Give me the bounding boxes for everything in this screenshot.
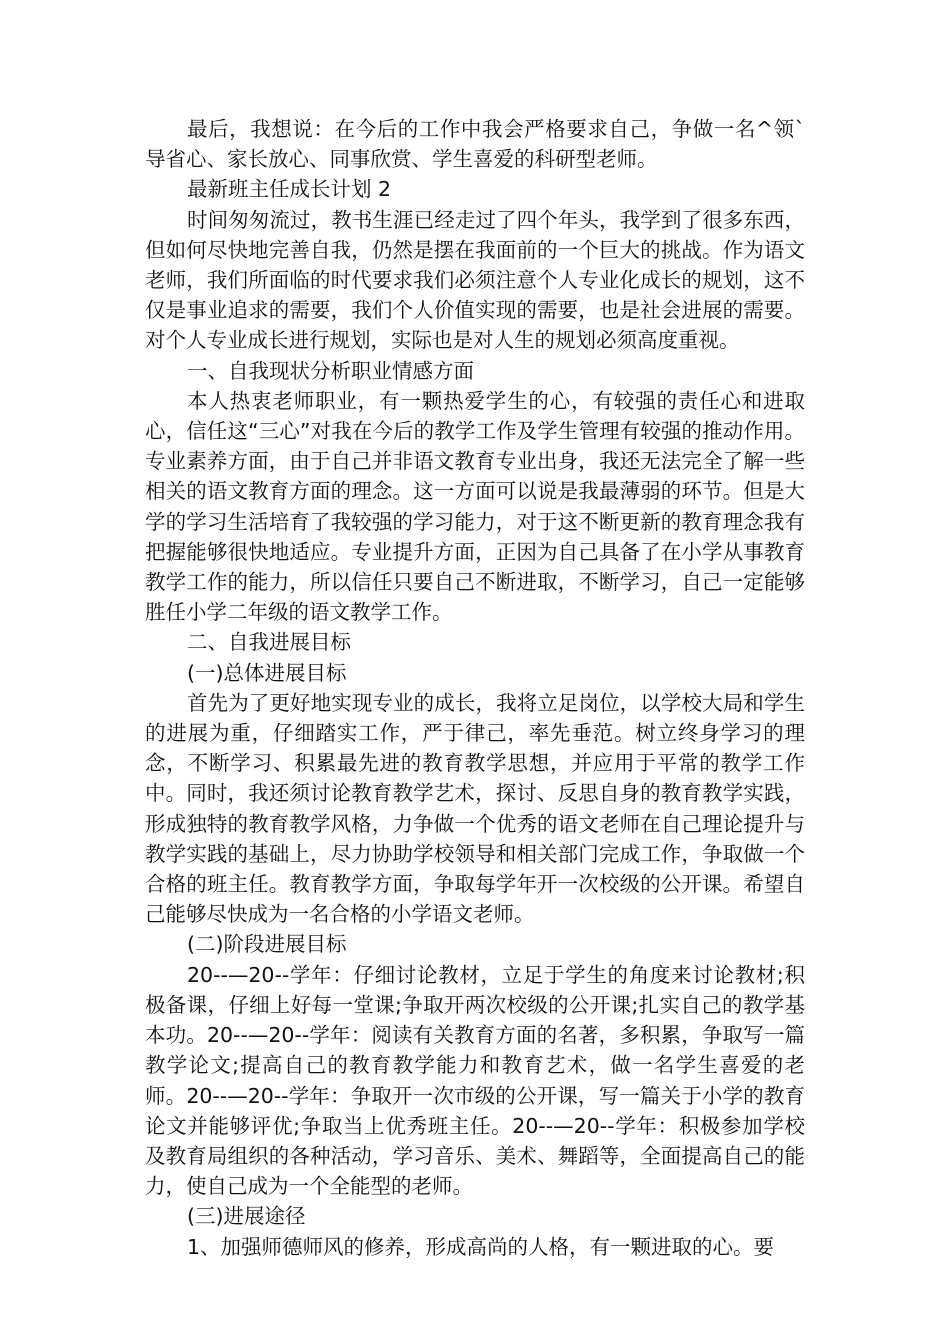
heading-development-goals: 二、自我进展目标 (187, 630, 351, 655)
subheading-stage-goals: (二)阶段进展目标 (187, 932, 347, 957)
paragraph-stage-goals: 20--—20--学年：仔细讨论教材，立足于学生的角度来讨论教材;积极备课，仔细上好每一堂课;争取开两次校级的公开课;扎实自己的教学基本功。20--—20--学年：阅读有关教育方面的名著，多积累，争取写一篇教学论文;提高自己的教育教学能力和教育艺术，做一名学生喜爱的老师。20--—20--学年：争取开一次市级的公开课，写一篇关于小学的教育论文并能够评优;争取当上优秀班主任。20--—20--学年：积极参加学校及教育局组织的各种活动，学习音乐、美术、舞蹈等，全面提高自己的能力，使自己成为一个全能型的老师。 (145, 962, 805, 1199)
document-page (145, 114, 805, 1262)
section-title: 最新班主任成长计划 2 (187, 177, 392, 202)
paragraph-self-analysis: 本人热衷老师职业，有一颗热爱学生的心，有较强的责任心和进取心，信任这“三心”对我在今后的教学工作及学生管理有较强的推动作用。专业素养方面，由于自己并非语文教育专业出身，我还无法完全了解一些相关的语文教育方面的理念。这一方面可以说是我最薄弱的环节。但是大学的学习生活培育了我较强的学习能力，对于这不断更新的教育理念我有把握能够很快地适应。专业提升方面，正因为自己具备了在小学从事教育教学工作的能力，所以信任只要自己不断进取，不断学习，自己一定能够胜任小学二年级的语文教学工作。 (145, 388, 805, 625)
paragraph-intro: 时间匆匆流过，教书生涯已经走过了四个年头，我学到了很多东西，但如何尽快地完善自我，仍然是摆在我面前的一个巨大的挑战。作为语文老师，我们所面临的时代要求我们必须注意个人专业化成长的规划，这不仅是事业追求的需要，我们个人价值实现的需要，也是社会进展的需要。对个人专业成长进行规划，实际也是对人生的规划必须高度重视。 (145, 207, 805, 353)
subheading-overall-goals: (一)总体进展目标 (187, 660, 347, 685)
paragraph-development-path: 1、加强师德师风的修养，形成高尚的人格，有一颗进取的心。要 (187, 1234, 775, 1259)
heading-self-analysis: 一、自我现状分析职业情感方面 (187, 358, 474, 383)
paragraph-overall-goals: 首先为了更好地实现专业的成长，我将立足岗位，以学校大局和学生的进展为重，仔细踏实工作，严于律己，率先垂范。树立终身学习的理念，不断学习、积累最先进的教育教学思想，并应用于平常的教学工作中。同时，我还须讨论教育教学艺术，探讨、反思自身的教育教学实践，形成独特的教育教学风格，力争做一个优秀的语文老师在自己理论提升与教学实践的基础上，尽力协助学校领导和相关部门完成工作，争取做一个合格的班主任。教育教学方面，争取每学年开一次校级的公开课。希望自己能够尽快成为一名合格的小学语文老师。 (145, 690, 805, 927)
paragraph-closing: 最后，我想说：在今后的工作中我会严格要求自己，争做一名^领`导省心、家长放心、同事欣赏、学生喜爱的科研型老师。 (145, 117, 805, 172)
subheading-development-path: (三)进展途径 (187, 1204, 306, 1229)
